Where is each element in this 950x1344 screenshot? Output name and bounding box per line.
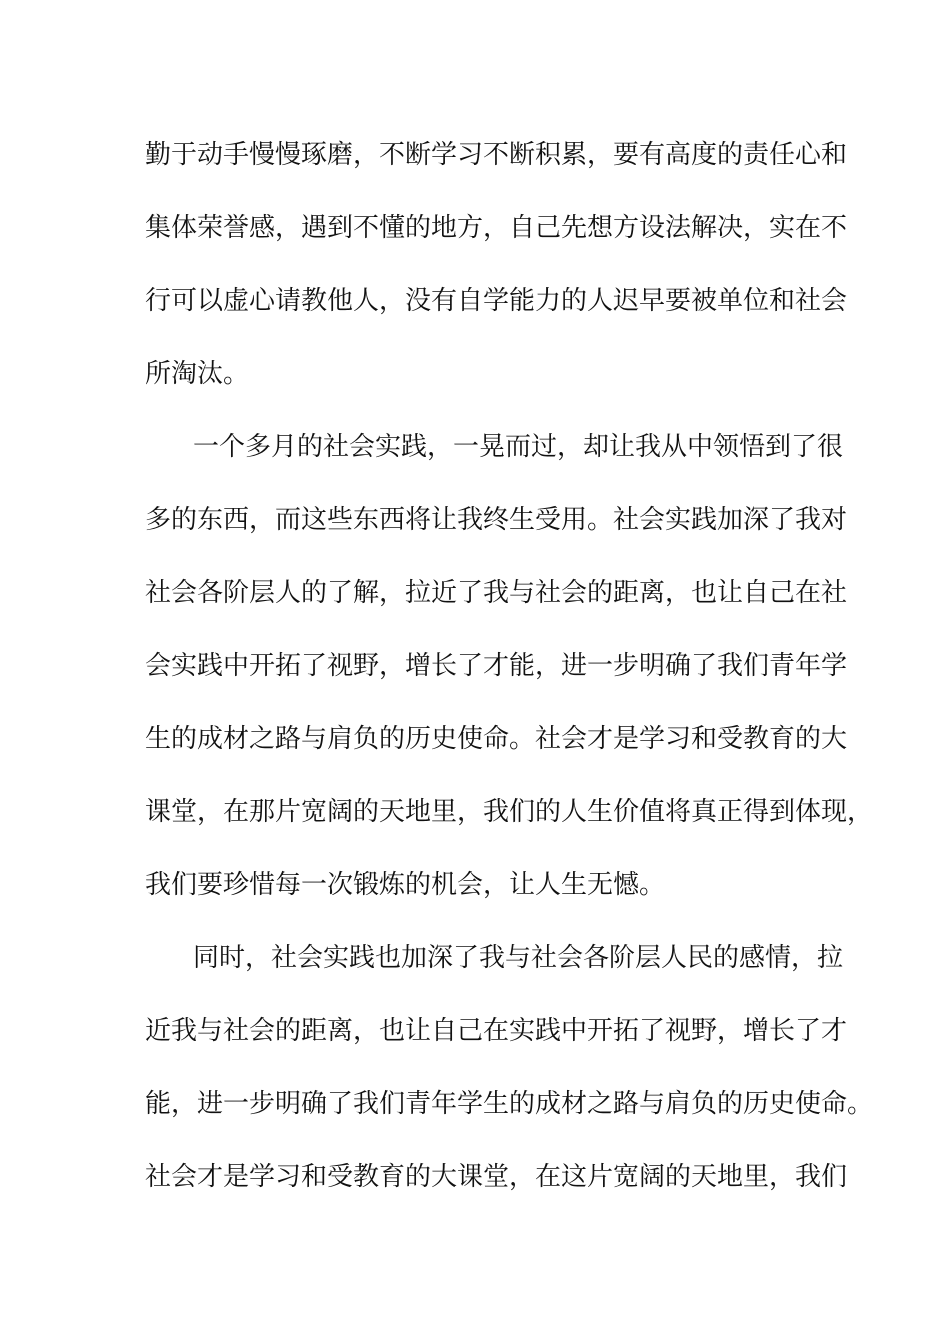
paragraph-first-line: 同时，社会实践也加深了我与社会各阶层人民的感情，拉 xyxy=(193,943,844,973)
text-line: 社会才是学习和受教育的大课堂，在这片宽阔的天地里，我们 xyxy=(145,1162,848,1192)
text-line: 近我与社会的距离，也让自己在实践中开拓了视野，增长了才 xyxy=(145,1016,848,1046)
text-line: 所淘汰。 xyxy=(145,359,250,389)
text-line: 我们要珍惜每一次锻炼的机会，让人生无憾。 xyxy=(145,870,666,900)
text-line: 生的成材之路与肩负的历史使命。社会才是学习和受教育的大 xyxy=(145,724,848,754)
text-line: 勤于动手慢慢琢磨，不断学习不断积累，要有高度的责任心和 xyxy=(145,140,848,170)
text-line: 会实践中开拓了视野，增长了才能，进一步明确了我们青年学 xyxy=(145,651,848,681)
text-line: 社会各阶层人的了解，拉近了我与社会的距离，也让自己在社 xyxy=(145,578,848,608)
text-line: 课堂，在那片宽阔的天地里，我们的人生价值将真正得到体现， xyxy=(145,797,874,827)
text-line: 能，进一步明确了我们青年学生的成材之路与肩负的历史使命。 xyxy=(145,1089,874,1119)
paragraph-first-line: 一个多月的社会实践，一晃而过，却让我从中领悟到了很 xyxy=(193,432,844,462)
text-line: 行可以虚心请教他人，没有自学能力的人迟早要被单位和社会 xyxy=(145,286,848,316)
text-line: 多的东西，而这些东西将让我终生受用。社会实践加深了我对 xyxy=(145,505,848,535)
text-line: 集体荣誉感，遇到不懂的地方，自己先想方设法解决，实在不 xyxy=(145,213,848,243)
